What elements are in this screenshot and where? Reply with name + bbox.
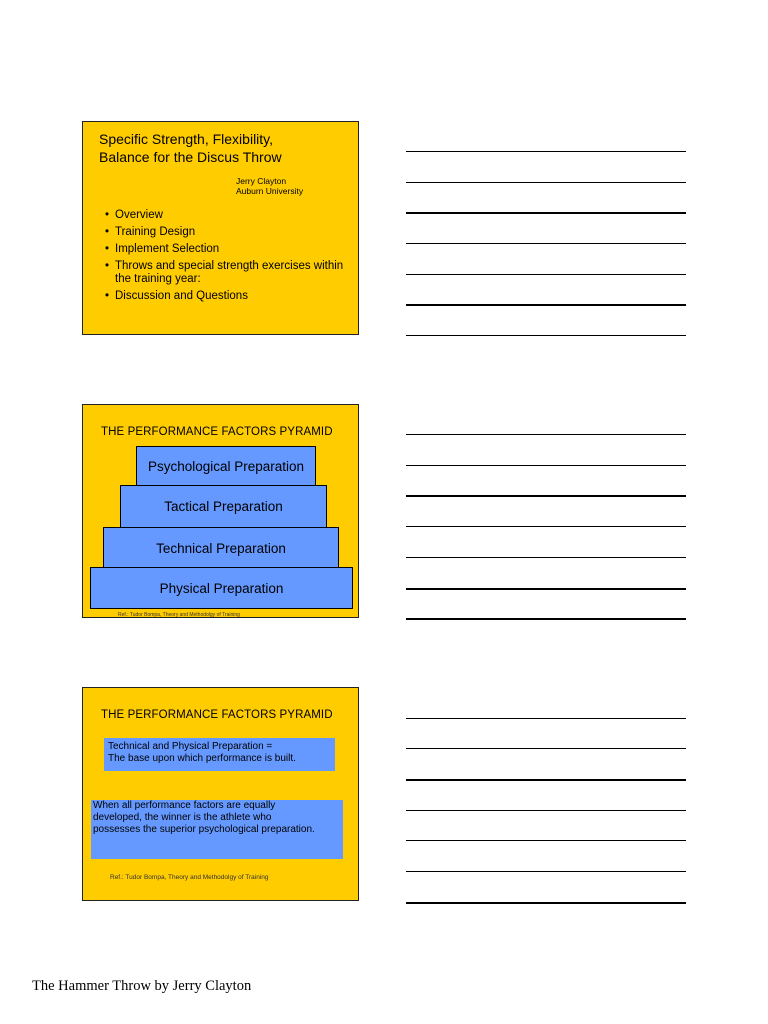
slide-title-line-2: Balance for the Discus Throw [99, 149, 282, 165]
bullet-item: • Overview [105, 209, 345, 222]
bullet-list [105, 209, 345, 307]
note-line [406, 151, 686, 152]
note-line [406, 810, 686, 811]
slide-heading: THE PERFORMANCE FACTORS PYRAMID [101, 709, 333, 721]
bullet-item: • Implement Selection [105, 243, 345, 256]
page-footer: The Hammer Throw by Jerry Clayton [32, 978, 252, 994]
slide-heading: THE PERFORMANCE FACTORS PYRAMID [101, 426, 333, 438]
slide-3 [82, 687, 359, 901]
slide-1 [82, 121, 359, 335]
note-line [406, 274, 686, 275]
note-line [406, 434, 686, 435]
box-line: The base upon which performance is built. [108, 753, 296, 764]
reference-note: Ref.: Tudor Bompa, Theory and Methodolgy of Training [110, 874, 269, 881]
pyramid-tier-tactical: Tactical Preparation [120, 485, 327, 528]
box-line: possesses the superior psychological preparation. [93, 824, 315, 835]
bullet-item: • Training Design [105, 226, 345, 239]
reference-note: Ref.: Tudor Bompa, Theory and Methodolgy of Training [118, 612, 240, 618]
note-line [406, 182, 686, 183]
box-line: Technical and Physical Preparation = [108, 741, 273, 752]
note-line [406, 840, 686, 841]
note-line [406, 902, 686, 904]
author-affiliation: Auburn University [236, 186, 304, 196]
note-line [406, 871, 686, 872]
box-line: developed, the winner is the athlete who [93, 812, 272, 823]
pyramid-tier-psychological: Psychological Preparation [136, 446, 316, 487]
note-line [406, 212, 686, 214]
note-line [406, 495, 686, 497]
note-line [406, 718, 686, 719]
note-line [406, 526, 686, 527]
author-block [236, 176, 303, 196]
pyramid-tier-technical: Technical Preparation [103, 527, 339, 569]
note-line [406, 465, 686, 466]
box-line: When all performance factors are equally [93, 800, 276, 811]
slide-title-line-1: Specific Strength, Flexibility, [99, 131, 274, 147]
author-name: Jerry Clayton [236, 176, 287, 186]
note-line [406, 557, 686, 558]
note-line [406, 618, 686, 620]
note-line [406, 243, 686, 244]
note-line [406, 748, 686, 749]
note-line [406, 779, 686, 781]
winner-statement-box [91, 800, 343, 859]
pyramid-tier-physical: Physical Preparation [90, 567, 353, 609]
note-line [406, 335, 686, 336]
bullet-item: • Discussion and Questions [105, 290, 345, 303]
slide-2 [82, 404, 359, 618]
note-line [406, 588, 686, 590]
bullet-item: • Throws and special strength exercises within the training year: [105, 260, 345, 286]
slide-title [99, 130, 349, 166]
base-statement-box [104, 738, 335, 771]
note-line [406, 304, 686, 306]
